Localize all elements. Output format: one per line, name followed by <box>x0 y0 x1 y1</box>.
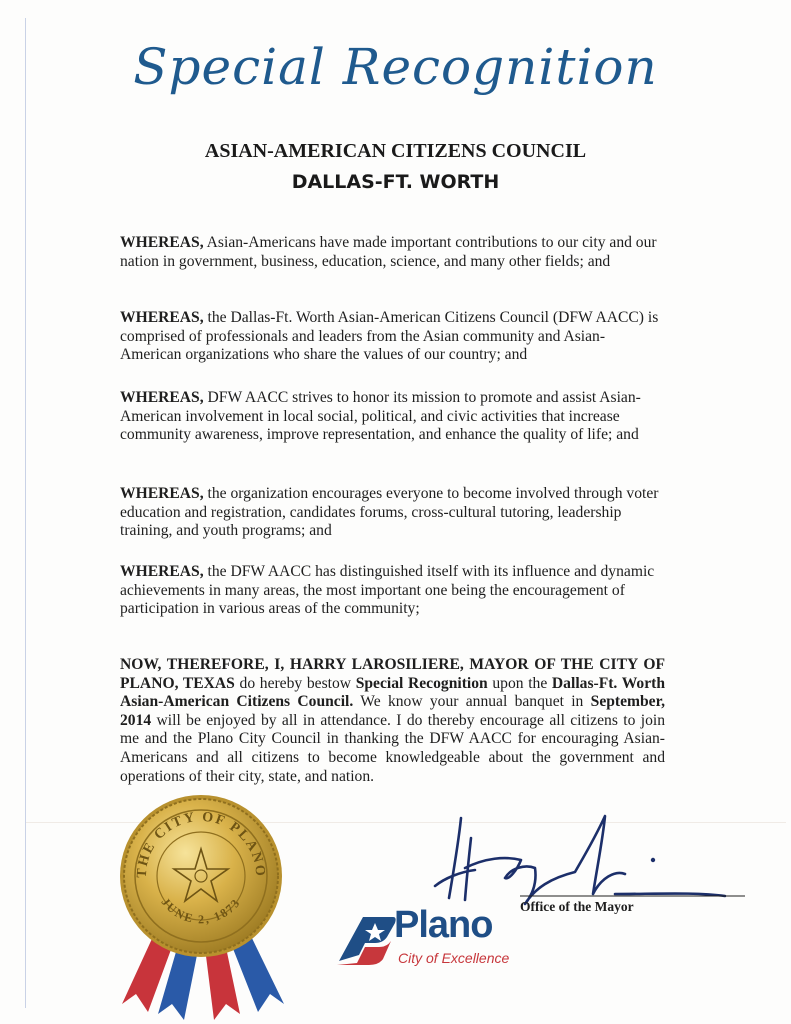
left-margin-rule <box>25 18 26 1008</box>
whereas-text: DFW AACC strives to honor its mission to promote and assist Asian-American involvement in local social, political, and civic activities that increase community awareness, improve representation, and enhance the quality of life; and <box>120 389 641 444</box>
whereas-lead: WHEREAS, <box>120 309 204 326</box>
whereas-text: the organization encourages everyone to become involved through voter education and registration, candidates forums, cross-cultural tutoring, leadership training, and youth programs; and <box>120 485 659 540</box>
organization-name: ASIAN-AMERICAN CITIZENS COUNCIL <box>204 140 587 162</box>
logo-name: Plano <box>394 904 493 946</box>
signature-label: Office of the Mayor <box>520 899 634 914</box>
whereas-lead: WHEREAS, <box>120 234 204 251</box>
whereas-text: Asian-Americans have made important contributions to our city and our nation in government, business, education, science, and many other fields; and <box>120 234 657 270</box>
document-title: Special Recognition <box>133 38 658 96</box>
whereas-lead: WHEREAS, <box>120 485 204 502</box>
city-seal <box>118 793 284 959</box>
whereas-text: the DFW AACC has distinguished itself with its influence and dynamic achievements in many areas, the most important one being the encouragement of participation in various areas of the community; <box>120 563 655 618</box>
proclamation-text: upon the <box>487 674 552 692</box>
whereas-paragraph <box>120 389 665 445</box>
proclamation-emphasis: September, 2014 <box>120 693 665 729</box>
seal-top-text: THE CITY OF PLANO <box>134 809 268 879</box>
logo-tagline: City of Excellence <box>398 950 510 966</box>
whereas-lead: WHEREAS, <box>120 563 204 580</box>
proclamation-text: We know your annual banquet in <box>353 693 591 711</box>
whereas-paragraph <box>120 309 665 365</box>
whereas-text: the Dallas-Ft. Worth Asian-American Citizens Council (DFW AACC) is comprised of professionals and leaders from the Asian community and Asian-American organizations who share the values of our country; and <box>120 309 659 364</box>
proclamation-lead: NOW, THEREFORE, I, HARRY LAROSILIERE, MAYOR OF THE CITY OF PLANO, TEXAS <box>120 656 665 692</box>
proclamation-text: will be enjoyed by all in attendance. I do thereby encourage all citizens to join me and the Plano City Council in thanking the DFW AACC for encouraging Asian-Americans and all citizens to become knowledgeable about the government and operations of their city, state, and nation. <box>120 711 665 785</box>
proclamation-emphasis: Special Recognition <box>355 674 488 692</box>
whereas-lead: WHEREAS, <box>120 389 204 406</box>
proclamation-paragraph <box>120 656 665 786</box>
whereas-paragraph <box>120 485 665 541</box>
proclamation-text: do hereby bestow <box>234 674 356 692</box>
seal-bottom-text: JUNE 2, 1873 <box>158 895 244 927</box>
proclamation-emphasis: Dallas-Ft. Worth Asian-American Citizens Council. <box>120 674 666 711</box>
organization-location: DALLAS-FT. WORTH <box>291 171 500 193</box>
whereas-paragraph <box>120 563 665 619</box>
whereas-paragraph <box>120 234 665 271</box>
